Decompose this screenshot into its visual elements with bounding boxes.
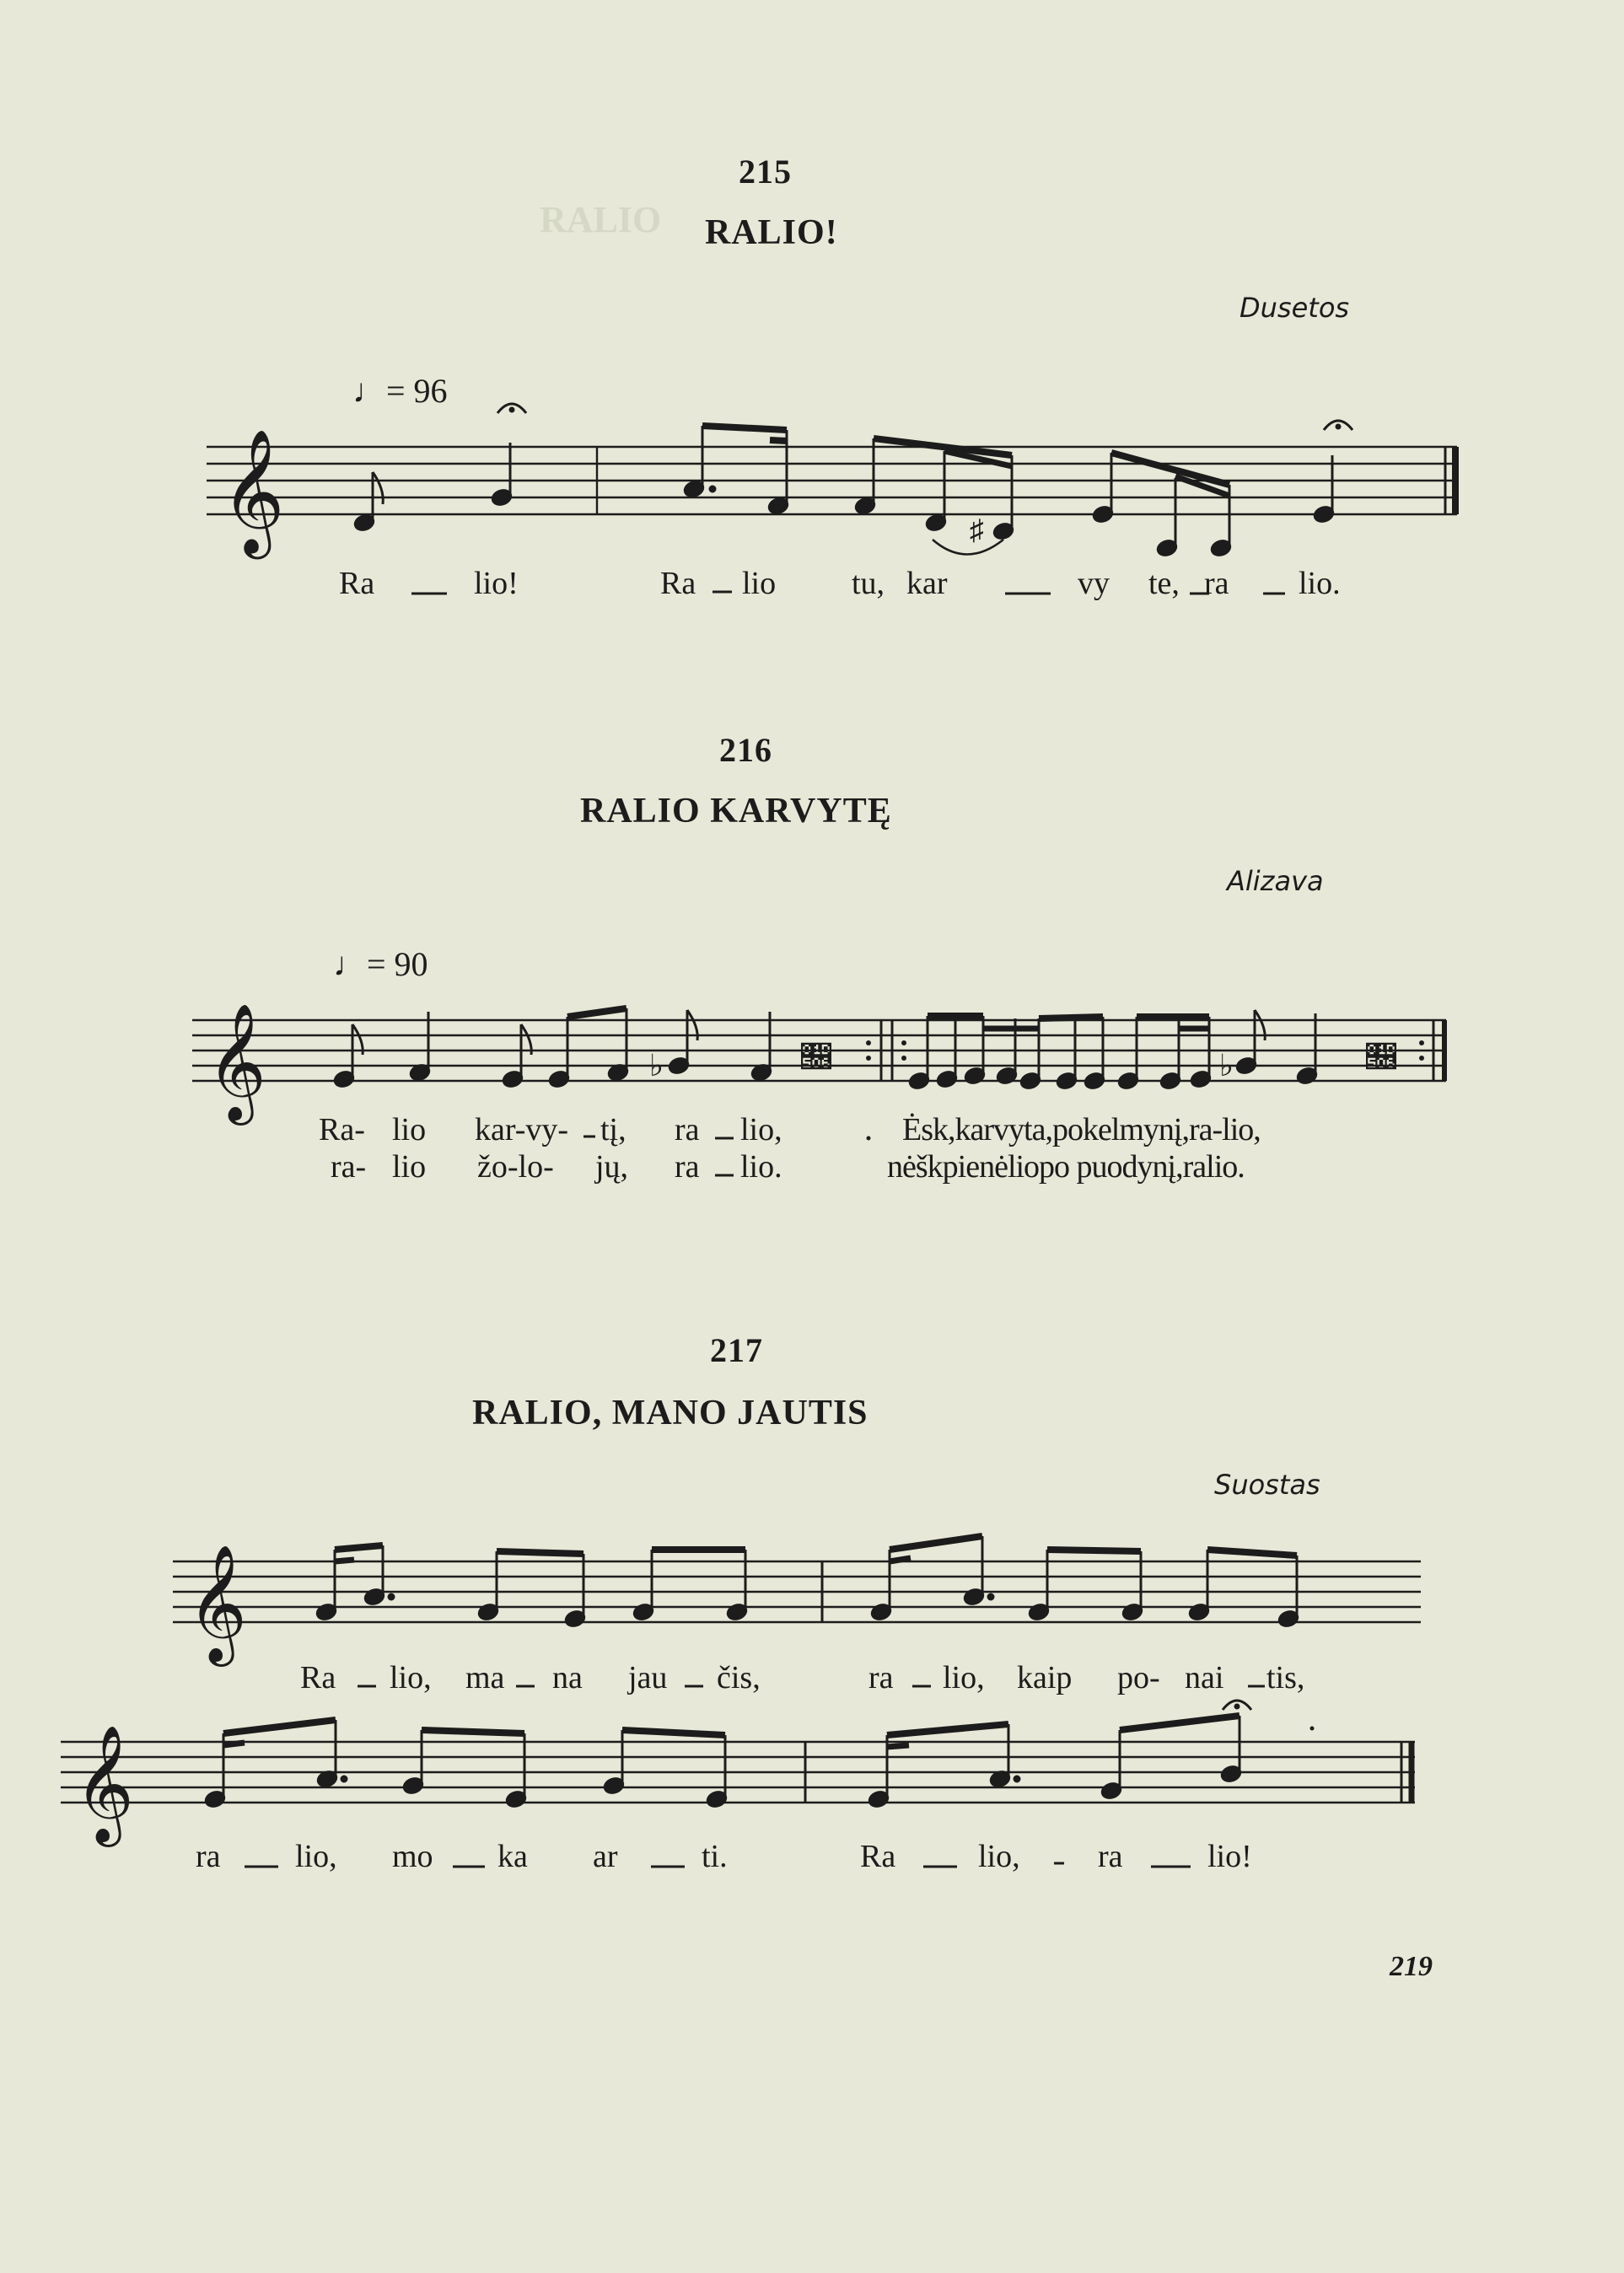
treble-clef-icon: 𝄞: [207, 1003, 266, 1120]
lyric: tį,: [600, 1112, 626, 1147]
treble-clef-icon: 𝄞: [221, 428, 285, 554]
lyric: ra: [868, 1660, 894, 1695]
lyric: Ra: [339, 566, 375, 601]
song-place: Alizava: [1227, 865, 1324, 897]
lyric: Ra: [300, 1660, 336, 1695]
lyric: Ra: [860, 1839, 896, 1874]
lyric: lio!: [474, 566, 519, 601]
lyric: ra: [1098, 1839, 1123, 1874]
lyric: ra: [675, 1112, 700, 1147]
lyric: mo: [392, 1839, 433, 1874]
bleed-through-text: RALIO: [540, 199, 662, 240]
song-number: 215: [739, 153, 792, 191]
song-title: RALIO!: [705, 213, 838, 252]
lyric: ra: [196, 1839, 221, 1874]
flat-icon: ♭: [649, 1049, 664, 1083]
lyric: po-: [1117, 1660, 1160, 1695]
song-place: Dusetos: [1240, 292, 1350, 324]
lyric: lio: [742, 566, 777, 601]
quarter-note-icon: ♩: [333, 945, 367, 983]
lyric: ka: [497, 1839, 528, 1874]
lyric: nai: [1185, 1660, 1224, 1695]
lyric: ra: [1204, 566, 1229, 601]
lyric: nėškpienėliopo puodynį,ralio.: [887, 1149, 1245, 1185]
lyric: lio,: [978, 1839, 1020, 1874]
song-place: Suostas: [1214, 1469, 1320, 1501]
lyric: lio,: [390, 1660, 432, 1695]
flat-icon: ♭: [1219, 1049, 1234, 1083]
lyric: ma: [465, 1660, 505, 1695]
lyric: na: [552, 1660, 583, 1695]
lyric: ar: [593, 1839, 618, 1874]
song-title: RALIO, MANO JAUTIS: [472, 1394, 868, 1432]
lyric: lio: [392, 1149, 427, 1185]
lyric: kar: [906, 566, 948, 601]
lyric: Ėsk,karvyta,pokelmynį,ra-lio,: [902, 1112, 1261, 1147]
sharp-icon: ♯: [970, 515, 984, 546]
page-number: 219: [1390, 1951, 1433, 1982]
song-number: 216: [719, 731, 772, 769]
lyric: čis,: [717, 1660, 761, 1695]
lyric: lio.: [740, 1149, 782, 1185]
lyric: Ra-: [319, 1112, 365, 1147]
rest-icon: 𝔆: [801, 1040, 831, 1074]
tempo-marking: ♩= 90: [333, 945, 428, 983]
lyric: ra-: [331, 1149, 367, 1185]
lyric: ti.: [702, 1839, 728, 1874]
tempo-marking: ♩= 96: [352, 372, 448, 410]
lyric: Ra: [660, 566, 696, 601]
lyric: ra: [675, 1149, 700, 1185]
lyric: te,: [1148, 566, 1180, 601]
treble-clef-icon: 𝄞: [187, 1545, 247, 1662]
lyric: lio!: [1207, 1839, 1252, 1874]
treble-clef-icon: 𝄞: [74, 1725, 134, 1842]
lyric: vy: [1078, 566, 1110, 601]
lyric: tis,: [1266, 1660, 1305, 1695]
lyric: lio.: [1299, 566, 1341, 601]
song-number: 217: [710, 1331, 763, 1369]
lyric: lio,: [740, 1112, 782, 1147]
quarter-note-icon: ♩: [352, 372, 386, 410]
lyric: lio: [392, 1112, 427, 1147]
lyric: žo-lo-: [477, 1149, 554, 1185]
lyric: tu,: [852, 566, 885, 601]
rest-icon: 𝔆: [1366, 1040, 1396, 1074]
song-title: RALIO KARVYTĘ: [580, 792, 892, 830]
lyric: jų,: [595, 1149, 629, 1185]
lyric: jau: [628, 1660, 668, 1695]
lyric: kaip: [1017, 1660, 1073, 1695]
lyric: lio,: [943, 1660, 985, 1695]
lyric: lio,: [295, 1839, 337, 1874]
lyric: kar-vy-: [475, 1112, 569, 1147]
